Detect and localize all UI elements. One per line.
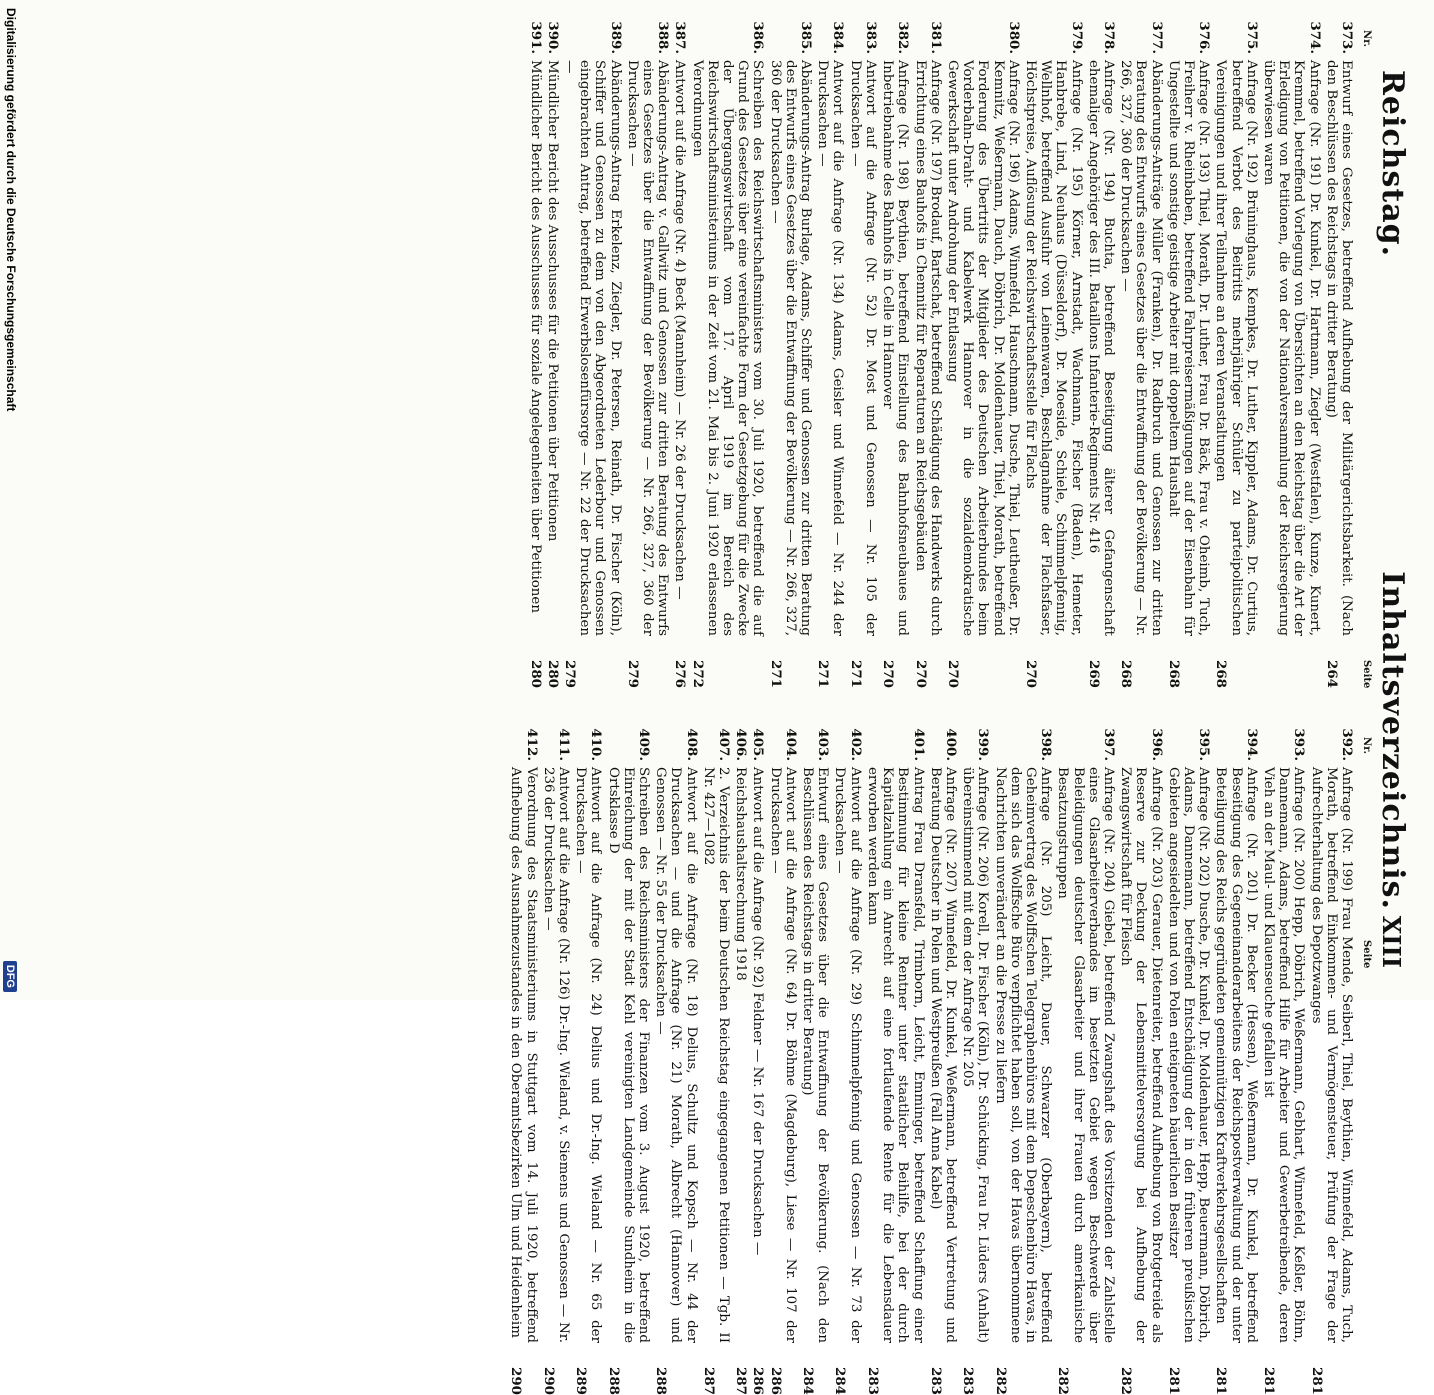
index-entry bbox=[541, 725, 571, 1395]
entry-text: Anfrage (Nr. 207) Winnefeld, Dr. Kunkel, Weßermann, betreffend Vertretung und Beratung Deutscher in Polen und Westpreußen (Fall Anna Kabel) bbox=[927, 767, 958, 1343]
entry-text: Anfrage (Nr. 197) Brodauf, Bartschat, betreffend Schädigung des Handwerks durch Errichtung eines Bauhofs in Chemnitz für Reparaturen an Reichsgebäuden bbox=[912, 60, 943, 636]
funding-note: Digitalisierung gefördert durch die Deutsche Forschungsgemeinschaft bbox=[4, 8, 18, 412]
entry-page: 269 bbox=[1085, 660, 1102, 688]
entry-number: 379. bbox=[1068, 21, 1085, 54]
index-entry bbox=[928, 725, 958, 1395]
entry-number: 409. bbox=[636, 728, 653, 761]
entry-page: 283 bbox=[927, 1367, 944, 1395]
entry-page: 281 bbox=[1213, 1367, 1230, 1395]
digitization-footer bbox=[0, 0, 26, 1000]
index-entry bbox=[815, 18, 845, 688]
entry-page: 287 bbox=[733, 1367, 750, 1395]
index-entry bbox=[992, 725, 1053, 1395]
index-column-right bbox=[506, 725, 1354, 1395]
entry-page: 282 bbox=[1118, 1367, 1135, 1395]
entry-number: 394. bbox=[1243, 728, 1260, 761]
index-entry bbox=[1118, 725, 1164, 1395]
index-entry bbox=[1166, 725, 1212, 1395]
entry-page: 288 bbox=[653, 1367, 670, 1395]
index-entry bbox=[945, 18, 1021, 688]
entry-text: Verordnung des Staatsministeriums in Stuttgart vom 14. Juli 1920, betreffend Aufhebung des Ausnahmezustandes in den Oberamtsbezirken Ulm und Heidenheim bbox=[508, 767, 539, 1343]
page-number: XIII bbox=[1377, 915, 1406, 968]
entry-text: Mündlicher Bericht des Ausschusses für die Petitionen über Petitionen bbox=[544, 60, 560, 542]
entry-number: 411. bbox=[556, 728, 573, 761]
entry-text: Antwort auf die Anfrage (Nr. 18) Delius, Schultz und Kopsch — Nr. 44 der Drucksachen — und die Anfrage (Nr. 21) Morath, Albrecht (Hannover) und Genossen — Nr. 55 der Drucksachen — bbox=[653, 767, 699, 1343]
entry-text: Abänderungs-Anträge Müller (Franken), Dr. Radbruch und Genossen zur dritten Beratung des Entwurfs eines Gesetzes über die Entwaffnung der Bevölkerung — Nr. 266, 327, 360 der Drucksachen — bbox=[1118, 60, 1164, 636]
index-entry bbox=[832, 725, 862, 1395]
entry-text: Antwort auf die Anfrage (Nr. 24) Delius und Dr.-Ing. Wieland — Nr. 65 der Drucksachen — bbox=[573, 767, 604, 1343]
index-entry bbox=[767, 18, 813, 688]
entry-text: Schreiben des Reichswirtschaftsministers vom 30. Juli 1920, betreffend die auf Grund des Gesetzes über eine vereinfachte Form der Gesetzgebung für die Zwecke der Übergangswirtschaft vom 17. April 1919 im Bereich des Reichswirtschaftsministeriums in der Zeit vom 21. Mai bis 2. Juni 1920 erlassenen Verordnungen bbox=[689, 60, 766, 636]
entry-number: 373. bbox=[1339, 21, 1355, 54]
index-entry bbox=[1308, 725, 1354, 1395]
entry-page: 284 bbox=[832, 1367, 849, 1395]
entry-number: 384. bbox=[830, 21, 847, 54]
entry-number: 390. bbox=[544, 21, 561, 54]
entry-text: Anfrage (Nr. 206) Korell, Dr. Fischer (Köln), Dr. Schücking, Frau Dr. Lüders (Anhalt) übereinstimmend mit dem der Anfrage Nr. 205 bbox=[960, 767, 991, 1343]
index-entry bbox=[508, 725, 538, 1395]
entry-number: 377. bbox=[1148, 21, 1165, 54]
index-entry bbox=[880, 18, 910, 688]
entry-number: 380. bbox=[1005, 21, 1022, 54]
entry-text: Antwort auf die Anfrage (Nr. 126) Dr.-Ing. Wieland, v. Siemens und Genossen — Nr. 236 der Drucksachen — bbox=[540, 767, 572, 1343]
entry-text: Anfrage (Nr. 199) Frau Mende, Seiberl, Thiel, Beythien, Winnefeld, Adams, Tuch, Morath, betreffend Einkommen- und Vermögensteuer, Prüfung der Frage der Aufrechterhaltung des Depotzwanges bbox=[1308, 767, 1354, 1343]
entry-page: 282 bbox=[1055, 1367, 1072, 1395]
entry-number: 378. bbox=[1100, 21, 1117, 54]
entry-page: 282 bbox=[992, 1367, 1009, 1395]
entry-number: 412. bbox=[523, 728, 540, 761]
entry-text: 2. Verzeichnis der beim Deutschen Reichstag eingegangenen Petitionen — Tgb. II Nr. 427—1082 bbox=[700, 767, 732, 1343]
entry-page: 286 bbox=[767, 1367, 784, 1395]
entry-number: 410. bbox=[588, 728, 605, 761]
entry-page: 268 bbox=[1165, 660, 1182, 688]
entry-page: 279 bbox=[562, 660, 579, 688]
entry-number: 393. bbox=[1291, 728, 1308, 761]
entry-page: 270 bbox=[1022, 660, 1039, 688]
entry-page: 280 bbox=[527, 660, 544, 688]
entry-text: Anfrage (Nr. 192) Brüninghaus, Kempkes, Dr. Luther, Kippler, Adams, Dr. Curtius, betreffend Verbot des Beitritts mehrjähriger Schüler zu parteipolitischen Vereinigungen und ihrer Teilnahme an deren Veranstaltungen bbox=[1213, 60, 1259, 636]
index-entry bbox=[767, 725, 797, 1395]
entry-text: Schreiben des Reichsministers der Finanzen vom 3. August 1920, betreffend Einreichung der mit der Stadt Kehl vereinigten Landgemeinde Sundheim in die Ortsklasse D bbox=[605, 767, 652, 1343]
index-entry bbox=[689, 18, 765, 688]
entry-number: 398. bbox=[1038, 728, 1055, 761]
index-entry bbox=[1118, 18, 1164, 688]
entry-page: 270 bbox=[912, 660, 929, 688]
column-label-seite: Seite bbox=[1361, 660, 1372, 689]
entry-text: Entwurf eines Gesetzes, betreffend Aufhebung der Militärgerichtsbarkeit. (Nach den Beschlüssen des Reichstags in dritter Beratung) bbox=[1323, 60, 1354, 636]
entry-page: 264 bbox=[1323, 660, 1340, 688]
entry-text: Anfrage (Nr. 205) Leicht, Dauer, Schwarzer (Oberbayern), betreffend Geheimvertrag des Wolffschen Telegraphenbüros mit dem Depeschenbüro Havas, in dem sich das Wolffsche Büro verpflichtet haben soll, von der Havas übernommene Nachrichten unverändert an die Presse zu liefern bbox=[992, 767, 1054, 1343]
entry-number: 406. bbox=[733, 728, 750, 761]
index-entry bbox=[1261, 725, 1307, 1395]
entry-number: 395. bbox=[1196, 728, 1213, 761]
index-entry bbox=[960, 725, 990, 1395]
entry-page: 268 bbox=[1118, 660, 1135, 688]
entry-page: 268 bbox=[1213, 660, 1230, 688]
column-label-nr: Nr. bbox=[1361, 30, 1372, 47]
entry-text: Antwort auf die Anfrage (Nr. 52) Dr. Most und Genossen — Nr. 105 der Drucksachen — bbox=[847, 60, 878, 636]
index-entry bbox=[1055, 725, 1116, 1395]
entry-page: 281 bbox=[1260, 1367, 1277, 1395]
entry-number: 386. bbox=[750, 21, 767, 54]
entry-number: 392. bbox=[1339, 728, 1355, 761]
entry-text: Anfrage (Nr. 195) Körner, Arnstadt, Wachmann, Fischer (Baden), Hemeter, Hanbrebe, Lind, Neuhaus (Düsseldorf), Dr. Moeside, Schiele, Schimmelpfennig, Wellnhof, betreffend Ausfuhr von Leinenwaren, Beschlagnahme der Flachsfaser, Höchstpreise, Auflösung der Reichswirtschaftsstelle für Flachs bbox=[1022, 60, 1084, 636]
entry-number: 382. bbox=[895, 21, 912, 54]
entry-page: 284 bbox=[800, 1367, 817, 1395]
entry-number: 383. bbox=[862, 21, 879, 54]
index-entry bbox=[605, 725, 651, 1395]
entry-page: 287 bbox=[700, 1367, 717, 1395]
entry-text: Antwort auf die Anfrage (Nr. 29) Schimmelpfennig und Genossen — Nr. 73 der Drucksachen — bbox=[832, 767, 863, 1343]
entry-text: Reichshaushaltsrechnung 1918 bbox=[733, 767, 749, 981]
entry-text: Antwort auf die Anfrage (Nr. 92) Feldner — Nr. 167 der Drucksachen — bbox=[750, 767, 766, 1256]
entry-text: Abänderungs-Antrag Erkelenz, Ziegler, Dr. Petersen, Reinath, Dr. Fischer (Köln), Schiffer und Genossen zu dem von den Abgeordneten Lederbour und Genossen eingebrachten Antrag, betreffend Erwerbslosenfürsorge — Nr. 22 der Drucksachen — bbox=[562, 60, 623, 636]
entry-page: 271 bbox=[847, 660, 864, 688]
entry-number: 391. bbox=[527, 21, 544, 54]
index-entry bbox=[848, 18, 878, 688]
column-label-nr: Nr. bbox=[1361, 737, 1372, 754]
index-entry bbox=[733, 725, 748, 1395]
entry-number: 375. bbox=[1243, 21, 1260, 54]
index-entry bbox=[672, 18, 687, 688]
entry-number: 376. bbox=[1196, 21, 1213, 54]
entry-page: 286 bbox=[750, 1367, 767, 1395]
index-entry bbox=[1086, 18, 1116, 688]
entry-text: Antwort auf die Anfrage (Nr. 4) Beck (Mannheim) — Nr. 26 der Drucksachen — bbox=[672, 60, 688, 600]
index-entry bbox=[562, 18, 623, 688]
entry-page: 283 bbox=[960, 1367, 977, 1395]
header-title-right: Inhaltsverzeichnis. bbox=[1375, 571, 1410, 910]
dfg-logo: DFG bbox=[3, 961, 17, 992]
entry-number: 400. bbox=[942, 728, 959, 761]
entry-page: 283 bbox=[864, 1367, 881, 1395]
entry-page: 279 bbox=[624, 660, 641, 688]
entry-text: Anfrage (Nr. 204) Giebel, betreffend Zwangshaft des Vorsitzenden der Zahlstelle eines Glasarbeiterverbandes im besetzten Gebiet wegen Beschwerde über Beleidigungen deutscher Glasarbeiter und ihrer Frauen durch amerikanische Besatzungstruppen bbox=[1055, 767, 1116, 1343]
entry-number: 407. bbox=[716, 728, 733, 761]
index-entry bbox=[1261, 18, 1322, 688]
entry-page: 281 bbox=[1165, 1367, 1182, 1395]
entry-number: 397. bbox=[1100, 728, 1117, 761]
index-entry bbox=[1213, 725, 1259, 1395]
entry-page: 281 bbox=[1308, 1367, 1325, 1395]
entry-number: 389. bbox=[607, 21, 624, 54]
index-entry bbox=[1213, 18, 1259, 688]
entry-number: 387. bbox=[672, 21, 689, 54]
index-entry bbox=[545, 18, 560, 688]
entry-number: 385. bbox=[798, 21, 815, 54]
entry-text: Abänderungs-Antrag v. Gallwitz und Genossen zur dritten Beratung des Entwurfs eines Gesetzes über die Entwaffnung der Bevölkerung — Nr. 266, 327, 360 der Drucksachen — bbox=[624, 60, 671, 636]
entry-number: 401. bbox=[910, 728, 927, 761]
entry-text: Antwort auf die Anfrage (Nr. 134) Adams, Geisler und Winnefeld — Nr. 244 der Drucksachen — bbox=[815, 60, 846, 636]
header-title-left: Reichstag. bbox=[1375, 70, 1410, 258]
entry-text: Anfrage (Nr. 194) Buchta, betreffend Beseitigung älterer Gefangenschaft ehemaliger Angehöriger des III. Bataillons Infanterie-Regiments Nr. 416 bbox=[1085, 60, 1116, 636]
entry-text: Antrag Frau Dransfeld, Trimborn, Leicht, Emminger, betreffend Schaffung einer Bestimmung für kleine Rentner unter staatlicher Beihilfe, bei der durch Kapitalzahlung ein Anrecht auf eine fortlaufende Rente für die Lebensdauer erworben werden kann bbox=[864, 767, 926, 1343]
index-entry bbox=[750, 725, 765, 1395]
entry-page: 276 bbox=[672, 660, 689, 688]
index-entry bbox=[573, 725, 603, 1395]
entry-text: Anfrage (Nr. 202) Dusche, Dr. Kunkel, Dr. Moldenhauer, Hepp, Beuermann, Döbrich, Adams, Dannemann, betreffend Entschädigung der in den früheren preußischen Gebieten angesiedelten und von Polen enteigneten bäuerlichen Besitzer bbox=[1165, 767, 1212, 1343]
entry-text: Antwort auf die Anfrage (Nr. 64) Dr. Böhme (Magdeburg), Liese — Nr. 107 der Drucksachen — bbox=[767, 767, 798, 1343]
entry-text: Anfrage (Nr. 196) Adams, Winnefeld, Hauschmann, Dusche, Thiel, Leutheußer, Dr. Kemnitz, Weßermann, Dauch, Döbrich, Dr. Moldenhauer, Thiel, Morath, betreffend Forderung des Übertritts der Mitglieder des Deutschen Arbeiterbundes beim Vorderbahn-Draht- und Kabelwerk Hannover in die sozialdemokratische Gewerkschaft unter Androhung der Entlassung bbox=[944, 60, 1021, 636]
entry-number: 403. bbox=[815, 728, 832, 761]
entry-page: 270 bbox=[880, 660, 897, 688]
entry-page: 270 bbox=[944, 660, 961, 688]
entry-page: 280 bbox=[544, 660, 561, 688]
index-entry bbox=[625, 18, 671, 688]
index-entry bbox=[1166, 18, 1212, 688]
entry-text: Anfrage (Nr. 200) Hepp, Döbrich, Weßermann, Gebhart, Winnefeld, Keßler, Böhm, Dannemann, Adams, betreffend Hilfe für Arbeiter und Gewerbetreibende, deren Vieh an der Maul- und Klauenseuche gefallen ist bbox=[1260, 767, 1307, 1343]
entry-text: Anfrage (Nr. 201) Dr. Becker (Hessen), Weßermann, Dr. Kunkel, betreffend Beseitigung des Gegeneinanderarbeitens der Reichspostverwaltung und der unter Beteiligung des Reichs gegründeten gemeinnützigen Kraftverkehrsgesellschaften bbox=[1213, 767, 1259, 1343]
index-entry bbox=[1023, 18, 1084, 688]
entry-text: Anfrage (Nr. 198) Beythien, betreffend Einstellung des Bahnhofsneubaues und Inbetriebnahme des Bahnhofs in Celle in Hannover bbox=[880, 60, 911, 636]
entry-page: 288 bbox=[605, 1367, 622, 1395]
entry-page: 271 bbox=[815, 660, 832, 688]
entry-number: 388. bbox=[655, 21, 672, 54]
entry-text: Anfrage (Nr. 193) Thiel, Morath, Dr. Luther, Frau Dr. Bäck, Frau v. Oheimb, Tuch, Freiherr v. Rheinbaben, betreffend Fahrpreisermäßigungen auf der Eisenbahn für Ungestellte und sonstige geistige Arbeiter mit doppeltem Haushalt bbox=[1165, 60, 1212, 636]
entry-page: 290 bbox=[540, 1367, 557, 1395]
entry-page: 271 bbox=[767, 660, 784, 688]
index-entry bbox=[653, 725, 699, 1395]
entry-text: Anfrage (Nr. 191) Dr. Kunkel, Dr. Hartmann, Ziegler (Westfalen), Kunze, Kunert, Kremmel, betreffend Vorlegung von Übersichten an den Reichstag über die Art der Erledigung von Petitionen, die von der Nationalversammlung der Reichsregierung überwiesen waren bbox=[1260, 60, 1322, 636]
entry-number: 381. bbox=[927, 21, 944, 54]
entry-text: Anfrage (Nr. 203) Gerauer, Dietenreiter, betreffend Aufhebung von Brotgetreide als Reserve zur Deckung der Lebensmittelversorgung bei Aufhebung der Zwangswirtschaft für Fleisch bbox=[1118, 767, 1164, 1343]
entry-text: Entwurf eines Gesetzes über die Entwaffnung der Bevölkerung. (Nach den Beschlüssen des Reichstags in dritter Beratung) bbox=[800, 767, 831, 1343]
entry-number: 408. bbox=[683, 728, 700, 761]
entry-number: 404. bbox=[782, 728, 799, 761]
entry-page: 290 bbox=[508, 1367, 525, 1395]
entry-number: 399. bbox=[975, 728, 992, 761]
index-entry bbox=[865, 725, 926, 1395]
index-entry bbox=[800, 725, 830, 1395]
index-column-left bbox=[525, 18, 1354, 688]
column-label-seite: Seite bbox=[1361, 940, 1372, 969]
index-entry bbox=[1324, 18, 1354, 688]
entry-number: 396. bbox=[1148, 728, 1165, 761]
entry-page: 289 bbox=[573, 1367, 590, 1395]
index-entry bbox=[527, 18, 542, 688]
entry-number: 402. bbox=[847, 728, 864, 761]
entry-number: 405. bbox=[750, 728, 767, 761]
index-entry bbox=[912, 18, 942, 688]
entry-page: 272 bbox=[689, 660, 706, 688]
index-entry bbox=[701, 725, 731, 1395]
entry-text: Abänderungs-Antrag Burlage, Adams, Schiffer und Genossen zur dritten Beratung des Entwurfs eines Gesetzes über die Entwaffnung der Bevölkerung — Nr. 266, 327, 360 der Drucksachen — bbox=[767, 60, 814, 636]
entry-text: Mündlicher Bericht des Ausschusses für soziale Angelegenheiten über Petitionen bbox=[527, 60, 543, 613]
page-header bbox=[1376, 30, 1416, 970]
entry-number: 374. bbox=[1306, 21, 1323, 54]
